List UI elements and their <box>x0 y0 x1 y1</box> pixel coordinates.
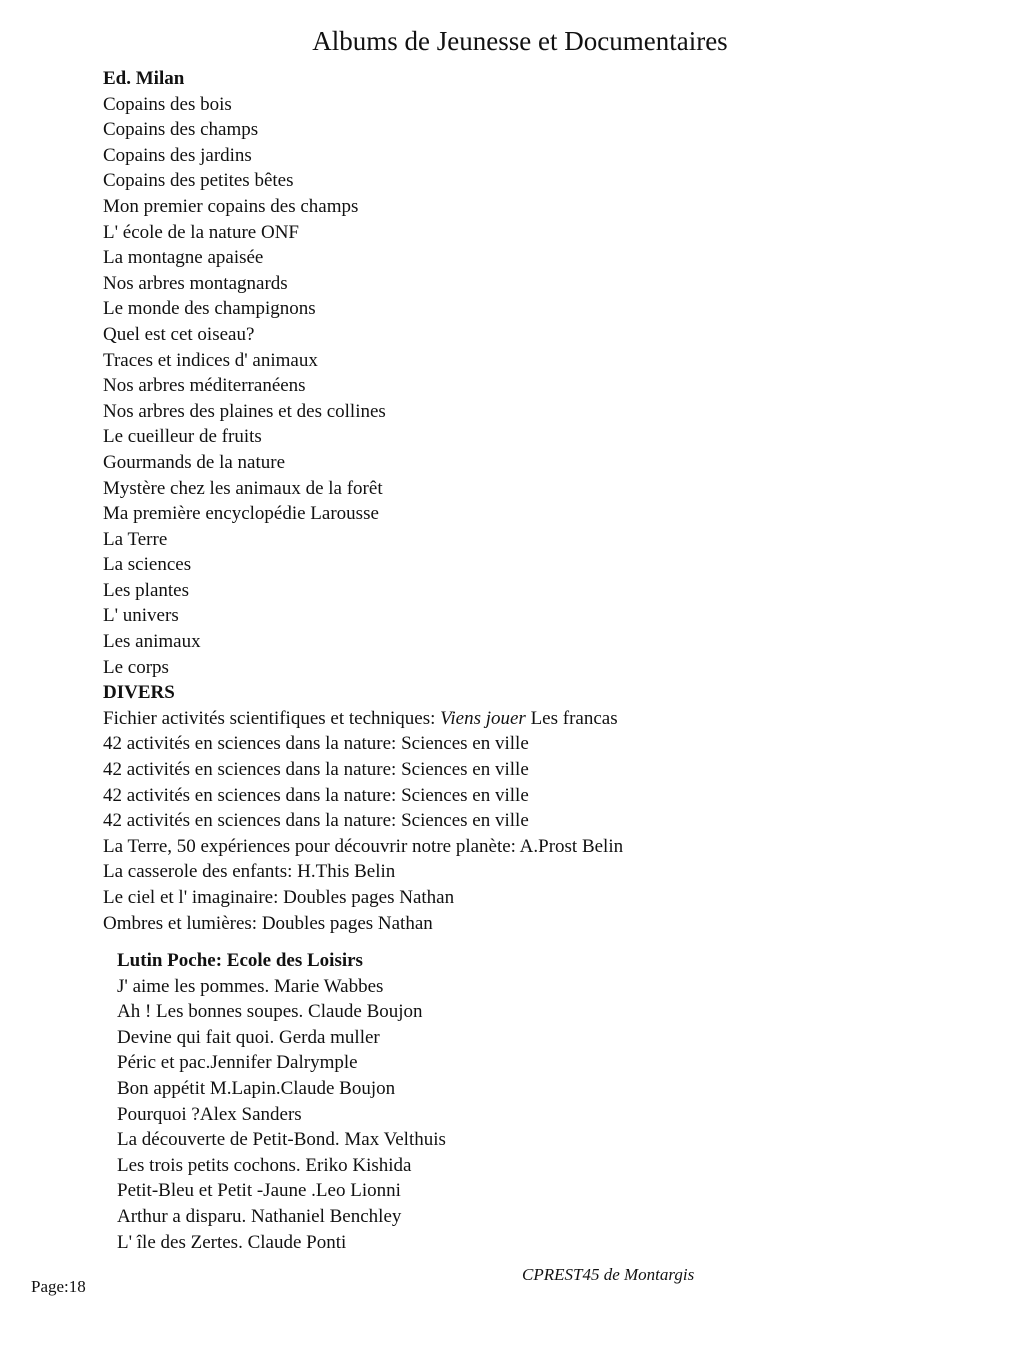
list-item: Gourmands de la nature <box>103 451 286 473</box>
list-item: Petit-Bleu et Petit -Jaune .Leo Lionni <box>117 1180 401 1202</box>
list-item: Nos arbres méditerranéens <box>103 375 306 397</box>
list-item: Nos arbres montagnards <box>103 272 288 294</box>
list-item: Copains des champs <box>103 119 259 141</box>
list-item: Bon appétit M.Lapin.Claude Boujon <box>117 1077 396 1099</box>
list-item: 42 activités en sciences dans la nature: Sciences en ville <box>103 759 529 781</box>
list-item: Copains des petites bêtes <box>103 170 294 192</box>
list-item: Copains des bois <box>103 93 232 115</box>
divers-list <box>103 706 623 936</box>
list-item: Les trois petits cochons. Eriko Kishida <box>117 1154 412 1176</box>
list-item: Pourquoi ?Alex Sanders <box>117 1103 302 1125</box>
list-item: Quel est cet oiseau? <box>103 323 255 345</box>
list-item-italic-title: Viens jouer <box>440 707 526 729</box>
list-item: Copains des jardins <box>103 144 252 166</box>
list-item: Ma première encyclopédie Larousse <box>103 503 379 525</box>
milan-list <box>103 92 623 681</box>
list-item: J' aime les pommes. Marie Wabbes <box>117 975 384 997</box>
list-item: La découverte de Petit-Bond. Max Velthuis <box>117 1129 446 1151</box>
list-item: L' école de la nature ONF <box>103 221 299 243</box>
section-heading-milan: Ed. Milan <box>103 68 185 89</box>
list-item: Nos arbres des plaines et des collines <box>103 400 386 422</box>
footer-organization: CPREST45 de Montargis <box>522 1265 695 1284</box>
list-item: La Terre, 50 expériences pour découvrir notre planète: A.Prost Belin <box>103 835 624 857</box>
page-number: Page:18 <box>31 1277 86 1296</box>
list-item: 42 activités en sciences dans la nature: Sciences en ville <box>103 733 529 755</box>
list-item <box>103 706 623 732</box>
list-item: Ah ! Les bonnes soupes. Claude Boujon <box>117 1001 423 1023</box>
list-item: Devine qui fait quoi. Gerda muller <box>117 1026 380 1048</box>
list-item: Le corps <box>103 656 169 678</box>
lutin-list <box>117 974 446 1256</box>
list-item: 42 activités en sciences dans la nature: Sciences en ville <box>103 784 529 806</box>
main-list <box>103 66 623 936</box>
list-item: La Terre <box>103 528 168 550</box>
list-item-text: Les francas <box>525 707 618 729</box>
section-heading-divers: DIVERS <box>103 682 175 704</box>
list-item: L' île des Zertes. Claude Ponti <box>117 1231 347 1253</box>
list-item: Le monde des champignons <box>103 298 316 320</box>
list-item: Le cueilleur de fruits <box>103 426 262 448</box>
list-item: Péric et pac.Jennifer Dalrymple <box>117 1052 358 1074</box>
list-item-text: Fichier activités scientifiques et techniques: <box>103 707 441 729</box>
list-item: Le ciel et l' imaginaire: Doubles pages Nathan <box>103 887 455 908</box>
list-item: Les animaux <box>103 631 201 653</box>
list-item: Ombres et lumières: Doubles pages Nathan <box>103 912 433 934</box>
list-item: Mystère chez les animaux de la forêt <box>103 477 383 499</box>
lutin-poche-section <box>117 948 446 1255</box>
list-item: La sciences <box>103 554 192 576</box>
list-item: Mon premier copains des champs <box>103 195 359 217</box>
list-item: La montagne apaisée <box>103 247 264 269</box>
list-item: L' univers <box>103 605 179 627</box>
list-item: 42 activités en sciences dans la nature: Sciences en ville <box>103 810 529 832</box>
list-item: Traces et indices d' animaux <box>103 349 318 371</box>
page-title: Albums de Jeunesse et Documentaires <box>312 26 728 56</box>
list-item: Arthur a disparu. Nathaniel Benchley <box>117 1205 402 1227</box>
section-heading-lutin-poche: Lutin Poche: Ecole des Loisirs <box>117 950 363 971</box>
list-item: Les plantes <box>103 579 190 601</box>
list-item: La casserole des enfants: H.This Belin <box>103 861 396 883</box>
